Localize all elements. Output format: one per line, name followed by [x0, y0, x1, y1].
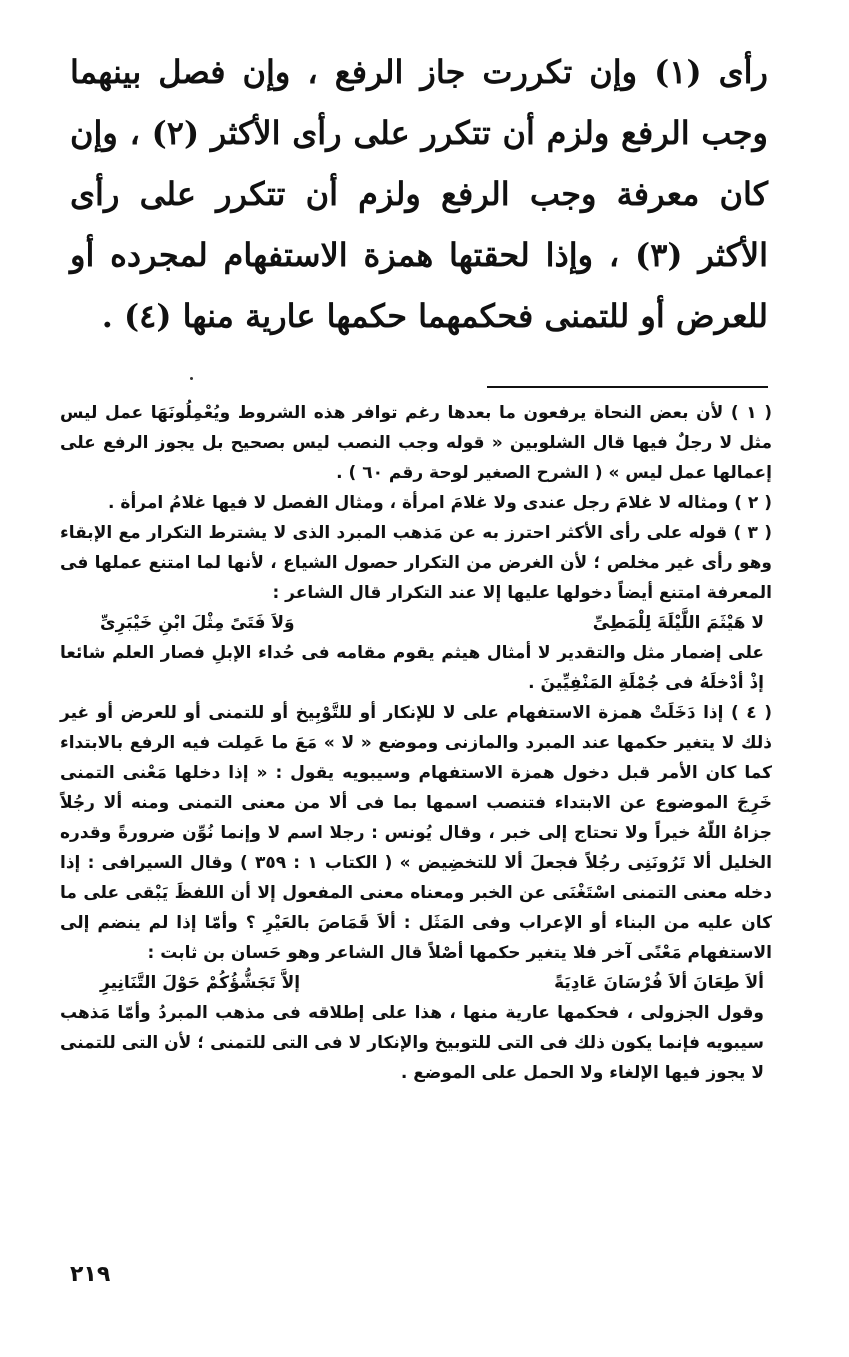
footnote-3-continued: على إضمار مثل والتقدير لا أمثال هيثم يقوم مقامه فى حُداء الإبلِ فصار العلم شائعا إذْ أدْخلَهُ فى جُمْلَةِ المَنْفِيِّينَ . [60, 643, 764, 693]
verse-hemistich-second: وَلاَ فَتَىً مِثْلَ ابْنِ خَيْبَرِىِّ [100, 613, 295, 633]
footnote-2: ( ٢ ) ومثاله لا غلامَ رجل عندى ولا غلامَ امرأة ، ومثال الفصل لا فيها غلامُ امرأة . [108, 493, 772, 513]
footnote-3-verse [60, 608, 772, 638]
page-number: ٢١٩ [70, 1262, 111, 1287]
main-text: رأى (١) وإن تكررت جاز الرفع ، وإن فصل بينهما وجب الرفع ولزم أن تتكرر على رأى الأكثر (٢) ، وإن كان معرفة وجب الرفع ولزم أن تتكرر على رأى الأكثر (٣) ، وإذا لحقتها همزة الاستفهام لمجرده أو للعرض أو للتمنى فحكمهما حكمها عارية منها (٤) . [70, 53, 769, 335]
verse-hemistich-second: إلاَّ تَجَشُّؤُكُمْ حَوْلَ التَّنَانِيرِ [100, 973, 301, 993]
verse-hemistich-first: لا هَيْثَمَ اللَّيْلَةَ لِلْمَطِىِّ [592, 613, 764, 633]
stray-dot [190, 377, 193, 380]
footnote-1: ( ١ ) لأن بعض النحاة يرفعون ما بعدها رغم توافر هذه الشروط ويُعْمِلُونَهَا عمل ليس مثل لا رجلٌ فيها قال الشلوبين « قوله وجب النصب ليس بصحيح بل يجوز الرفع على إعمالها عمل ليس » ( الشرح الصغير لوحة رقم ٦٠ ) . [60, 403, 772, 483]
verse-hemistich-first: ألاَ طِعَانَ ألاَ فُرْسَانَ عَادِيَةً [554, 973, 764, 993]
footnote-divider [487, 386, 768, 388]
footnotes [60, 398, 772, 1088]
footnote-3: ( ٣ ) قوله على رأى الأكثر احترز به عن مَذهب المبرد الذى لا يشترط التكرار مع الإبقاء وهو رأى غير مخلص ؛ لأن الغرض من التكرار حصول الشياع ، لأنها لما امتنع عملها فى المعرفة امتنع أيضاً دخولها عليها إلا عند التكرار قال الشاعر : [60, 523, 772, 603]
footnote-4: ( ٤ ) إذا دَخَلَتْ همزة الاستفهام على لا للإنكار أو للتَّوْبِيخ أو للتمنى أو للعرض أو غير ذلك لا يتغير حكمها عند المبرد والمازنى وموضع « لا » مَعَ ما عَمِلت فيه الرفع بالابتداء كما كان الأمر قبل دخول همزة الاستفهام وسيبويه يقول : « إذا دخلها مَعْنى التمنى خَرِجَ الموضوع عن الابتداء فتنصب اسمها بما فى ألا من معنى التمنى ومنه ألا رجُلاً جزاهُ اللّهُ خيراً ولا تحتاج إلى خبر ، وقال يُونس : رجلا اسم لا وإنما نُوِّن ضرورةً وقدره الخليل ألا تَرُونَنِى رجُلاً فجعلَ ألا للتخضِيض » ( الكتاب ١ : ٣٥٩ ) وقال السيرافى : إذا دخله معنى التمنى اسْتَغْنَى عن الخبر ومعناه معنى المفعول إلا أن اللفظَ يَبْقى على ما كان عليه من البناء أو الإعراب وفى المَثَل : ألاَ قَمَاصَ بالعَيْرِ ؟ وأمّا إذا لم ينضم إلى الاستفهام مَعْنًى آخر فلا يتغير حكمها أصْلاً قال الشاعر وهو حَسان بن ثابت : [60, 703, 772, 963]
footnote-4-verse [60, 968, 772, 998]
footnote-4-continued: وقول الجزولى ، فحكمها عارية منها ، هذا على إطلاقه فى مذهب المبردُ وأمّا مَذهب سيبويه فإنما يكون ذلك فى التى للتوبيخ والإنكار لا فى التى للتمنى ؛ لأن التى للتمنى لا يجوز فيها الإلغاء ولا الحمل على الموضع . [60, 1003, 764, 1083]
